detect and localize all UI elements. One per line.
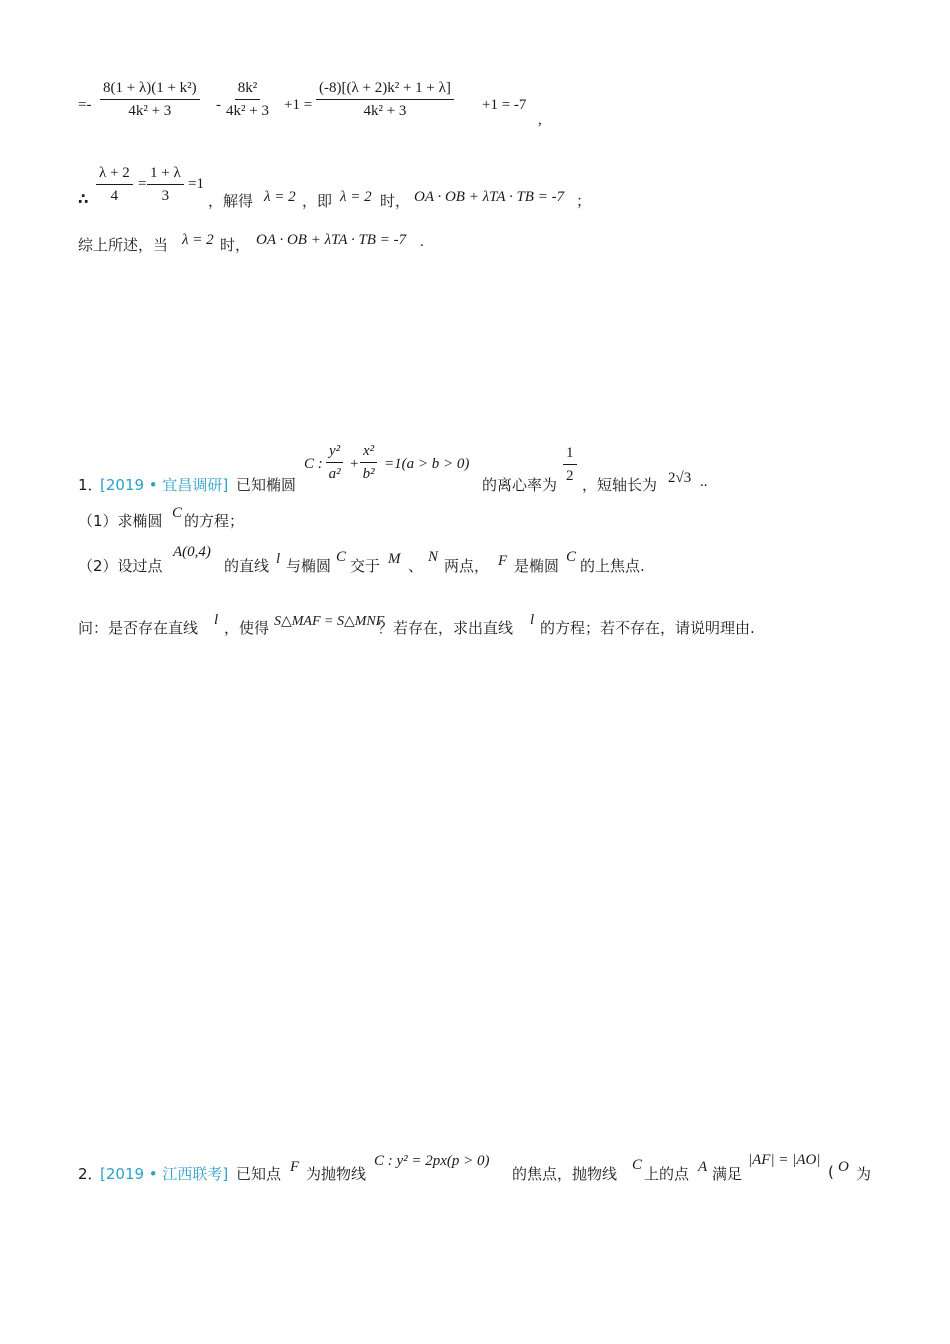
problem2-source-tag: [2019 • 江西联考] [100, 1165, 229, 1183]
row2-frac1-den: 4 [110, 188, 119, 204]
row1-fraction-3 [316, 80, 454, 120]
problem1-part2-d: 交于 [350, 557, 381, 575]
row2-m3: OA · OB + λTA · TB = -7 [414, 189, 565, 205]
row3-text2: 时， [220, 236, 251, 254]
row3-m1: λ = 2 [182, 232, 214, 248]
row2-fraction-2 [147, 165, 184, 205]
problem1-question-c: ？若存在，求出直线 [378, 619, 514, 637]
problem1-part2-a: （2）设过点 [78, 557, 163, 575]
problem1-question-d: 的方程；若不存在，请说明理由. [540, 619, 755, 637]
row1-mid: +1 = [284, 97, 313, 113]
row3-end: . [420, 234, 424, 250]
problem1-part2-F: F [498, 553, 508, 569]
problem1-frac1-num: y² [326, 443, 343, 463]
problem2-O: O [838, 1159, 849, 1175]
row2-frac1-num: λ + 2 [96, 165, 133, 185]
row2-eq2: =1 [188, 176, 204, 192]
problem1-part2-N: N [428, 549, 439, 565]
problem1-fraction-x [360, 443, 377, 483]
problem2-text7: 为 [856, 1165, 872, 1183]
problem1-ecc-den: 2 [566, 468, 574, 484]
problem1-frac1-den: a² [328, 466, 341, 482]
problem2-text3: 的焦点，抛物线 [512, 1165, 618, 1183]
problem1-eccentricity [563, 445, 577, 485]
problem2-text1: 已知点 [236, 1165, 282, 1183]
problem1-ecc-num: 1 [563, 445, 577, 465]
problem1-number: 1． [78, 476, 103, 494]
row1-minus: - [216, 97, 221, 113]
problem2-absolute-equation: |AF| = |AO| [748, 1152, 821, 1168]
row1-frac1-num: 8(1 + λ)(1 + k²) [100, 80, 200, 100]
row1-frac3-num: (-8)[(λ + 2)k² + 1 + λ] [316, 80, 454, 100]
row1-frac1-den: 4k² + 3 [128, 103, 172, 119]
row1-fraction-1 [100, 80, 200, 120]
problem1-part2-e: 、 [408, 557, 424, 575]
problem1-fraction-y [326, 443, 343, 483]
problem1-part2-g: 是椭圆 [514, 557, 560, 575]
problem1-text2: 的离心率为 [482, 476, 558, 494]
row1-comma: , [538, 112, 542, 128]
row2-frac2-den: 3 [161, 188, 170, 204]
problem1-part2-b: 的直线 [224, 557, 270, 575]
row1-frac2-den: 4k² + 3 [226, 103, 269, 119]
problem1-end: .. [700, 474, 708, 490]
problem1-source-tag: [2019 • 宜昌调研] [100, 476, 229, 494]
row1-frac2-num: 8k² [235, 80, 261, 100]
problem1-minor-axis: 2√3 [668, 470, 692, 486]
row2-text2: ，即 [302, 192, 333, 210]
problem1-part1-C: C [172, 505, 183, 521]
row1-frac3-den: 4k² + 3 [363, 103, 407, 119]
problem1-part2-M: M [388, 551, 401, 567]
problem1-eq-head: C : [304, 456, 323, 472]
problem2-parabola-equation: C : y² = 2px(p > 0) [374, 1153, 490, 1169]
problem1-eq-tail: =1(a > b > 0) [384, 456, 470, 472]
problem1-frac2-num: x² [360, 443, 377, 463]
problem1-plus: + [350, 456, 359, 472]
problem2-number: 2． [78, 1165, 103, 1183]
problem1-question-a: 问：是否存在直线 [78, 619, 199, 637]
row2-text3: 时， [380, 192, 411, 210]
row1-tail: +1 = -7 [482, 97, 527, 113]
problem1-question-l: l [214, 612, 219, 628]
problem1-frac2-den: b² [362, 466, 375, 482]
problem2-text5: 满足 [712, 1165, 743, 1183]
problem1-part2-h: 的上焦点. [580, 557, 645, 575]
row1-fraction-2 [226, 80, 269, 120]
row3-m2: OA · OB + λTA · TB = -7 [256, 232, 407, 248]
problem1-area-equation: S△MAF = S△MNF [274, 614, 385, 629]
row2-m2: λ = 2 [340, 189, 372, 205]
problem1-part1: （1）求椭圆 [78, 512, 163, 530]
problem1-question-b: ，使得 [224, 619, 270, 637]
problem2-text2: 为抛物线 [306, 1165, 367, 1183]
problem2-A: A [698, 1159, 708, 1175]
row2-text1: ，解得 [208, 192, 254, 210]
row2-eq1: = [138, 176, 147, 192]
problem1-part2-C2: C [566, 549, 577, 565]
problem2-C: C [632, 1157, 643, 1173]
problem1-text3: ，短轴长为 [582, 476, 658, 494]
row2-frac2-num: 1 + λ [147, 165, 184, 185]
row2-end: ； [576, 192, 592, 210]
problem1-part2-f: 两点， [444, 557, 490, 575]
problem1-part2-c: 与椭圆 [286, 557, 332, 575]
problem1-part2-C: C [336, 549, 347, 565]
row1-lead: =- [78, 97, 92, 113]
therefore-symbol: ∴ [78, 190, 89, 208]
problem2-text6: ( [828, 1163, 834, 1181]
problem2-text4: 上的点 [644, 1165, 690, 1183]
row2-m1: λ = 2 [264, 189, 296, 205]
row3-text1: 综上所述，当 [78, 236, 169, 254]
row2-fraction-1 [96, 165, 133, 205]
problem1-part2-l: l [276, 551, 281, 567]
problem2-F: F [290, 1159, 300, 1175]
problem1-question-l2: l [530, 612, 535, 628]
problem1-text1: 已知椭圆 [236, 476, 297, 494]
problem1-point-A: A(0,4) [173, 544, 211, 560]
problem1-part1-end: 的方程； [184, 512, 245, 530]
